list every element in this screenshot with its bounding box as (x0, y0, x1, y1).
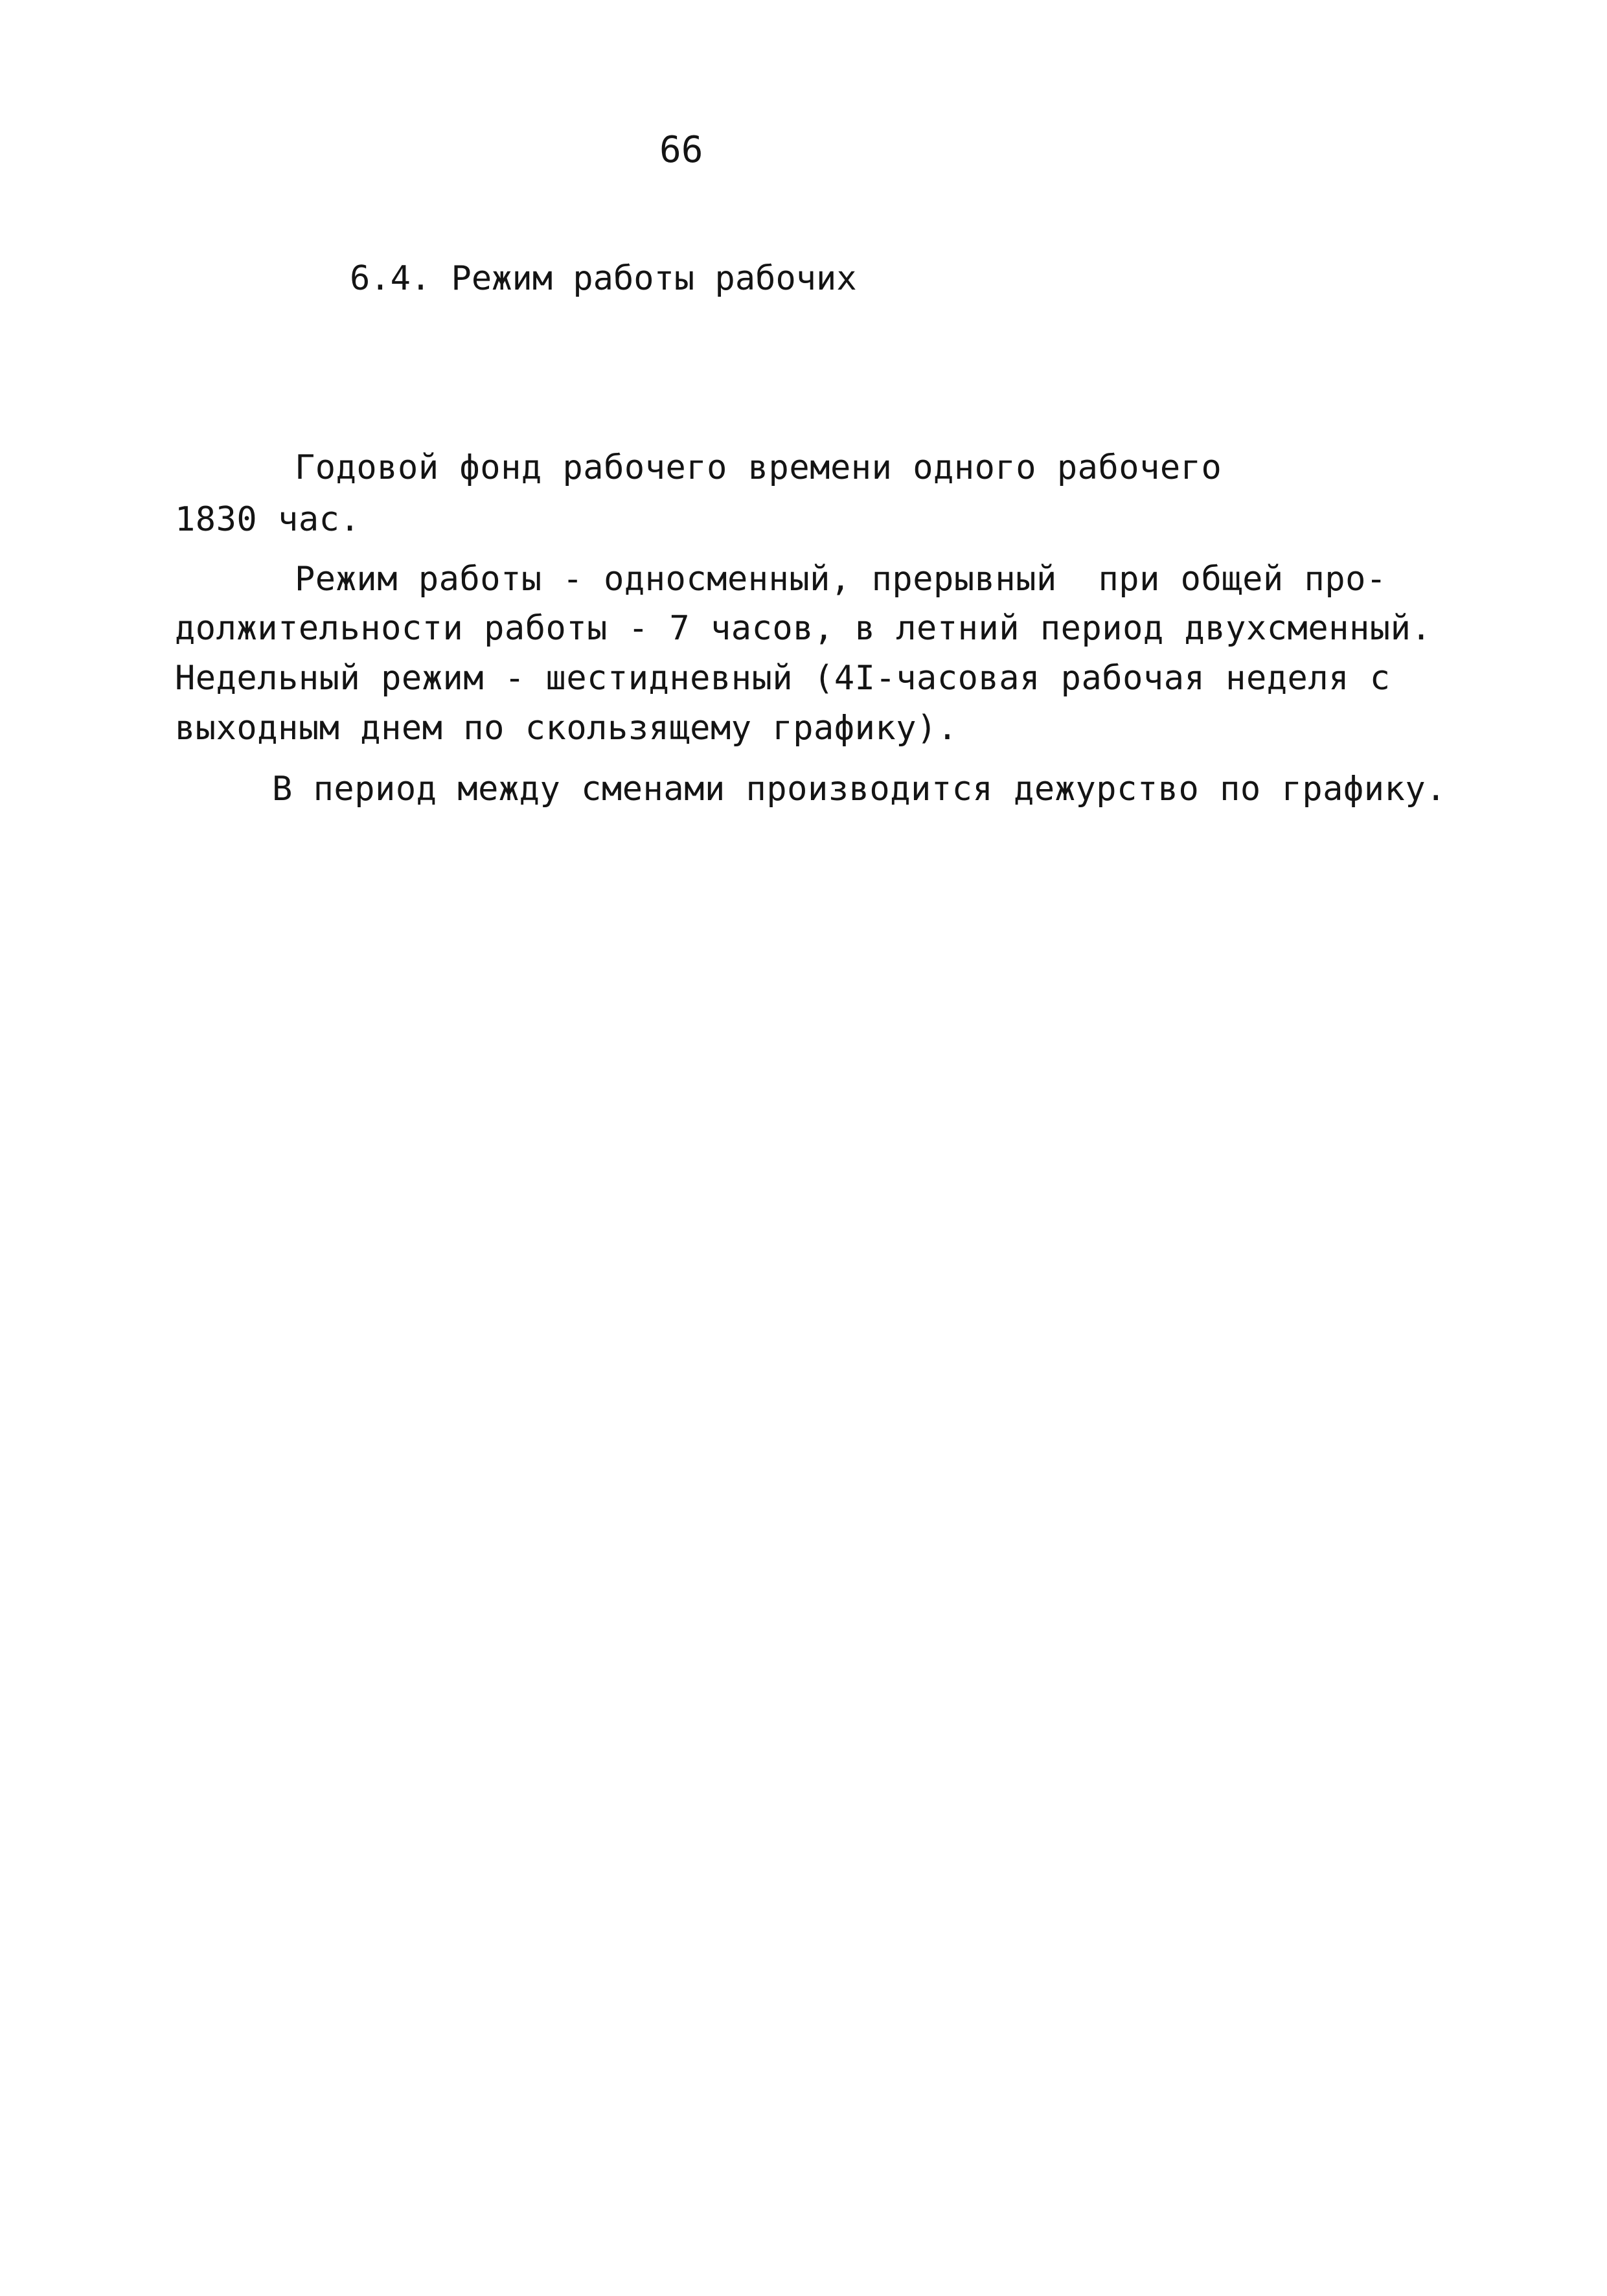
paragraph-1-line-2: 1830 час. (175, 500, 361, 539)
paragraph-2-line-2: должительности работы - 7 часов, в летний период двухсменный. (175, 609, 1432, 648)
page-number: 66 (659, 129, 703, 171)
paragraph-3-line-1: В период между сменами производится дежурство по графику. (272, 770, 1446, 809)
section-title: 6.4. Режим работы рабочих (350, 259, 857, 298)
paragraph-2-line-1: Режим работы - односменный, прерывный при общей про- (295, 560, 1387, 599)
paragraph-1-line-1: Годовой фонд рабочего времени одного рабочего (295, 448, 1222, 487)
paragraph-2-line-4: выходным днем по скользящему графику). (175, 709, 958, 748)
paragraph-2-line-3: Недельный режим - шестидневный (4I-часовая рабочая неделя с (175, 659, 1391, 698)
